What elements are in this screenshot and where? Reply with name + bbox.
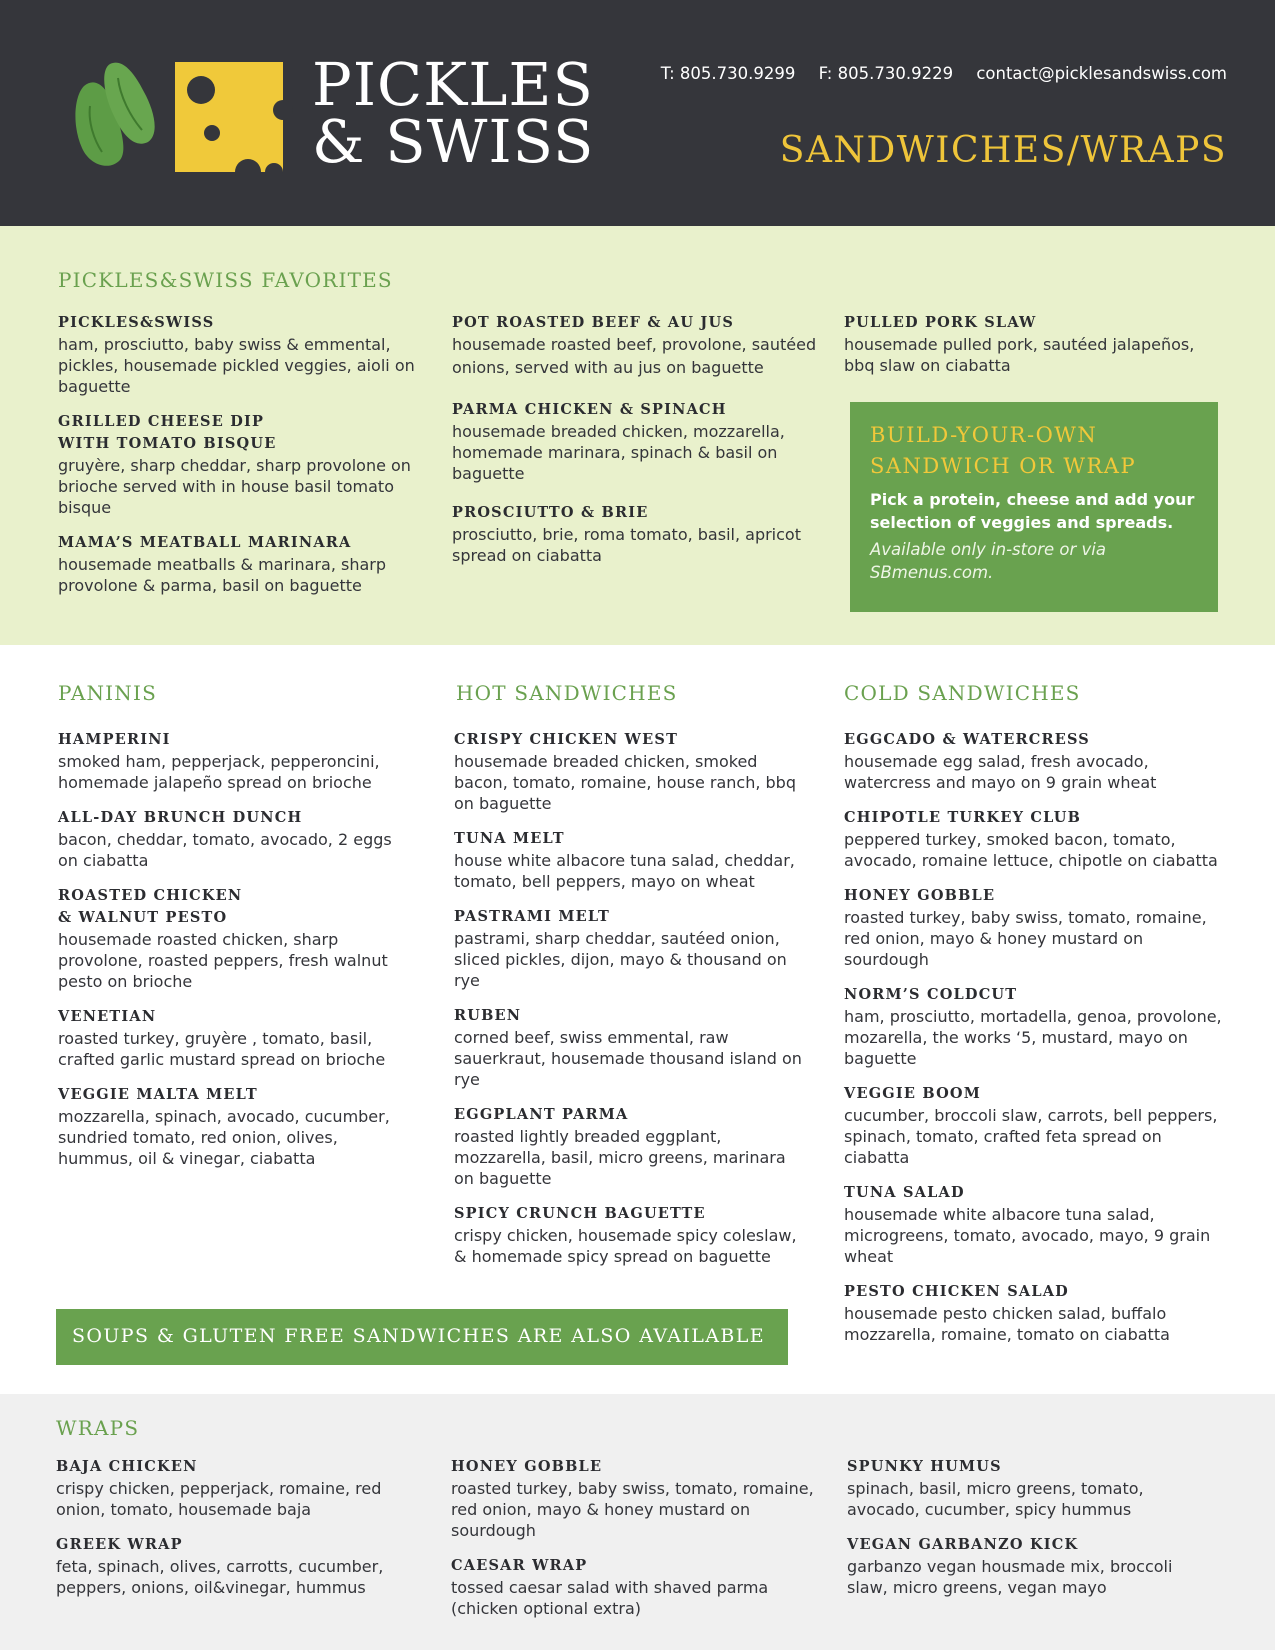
item-name: SPUNKY HUMUS	[847, 1458, 1002, 1475]
cold-sandwiches-column	[844, 729, 1224, 1359]
build-your-own-box	[850, 402, 1218, 612]
item-name: CHIPOTLE TURKEY CLUB	[844, 809, 1082, 826]
item-description: cucumber, broccoli slaw, carrots, bell peppers, spinach, tomato, crafted feta spread on ciabatta	[844, 1106, 1218, 1167]
page-title: SANDWICHES/WRAPS	[779, 130, 1227, 171]
item-description: mozzarella, spinach, avocado, cucumber, sundried tomato, red onion, olives, hummus, oil & vinegar, ciabatta	[58, 1107, 390, 1168]
pickles-swiss-logo-icon	[70, 56, 295, 176]
item-name: TUNA MELT	[454, 830, 565, 847]
menu-item	[58, 1006, 398, 1070]
item-name: PARMA CHICKEN & SPINACH	[452, 401, 727, 418]
menu-item	[56, 1534, 416, 1598]
item-name: SPICY CRUNCH BAGUETTE	[454, 1205, 706, 1222]
item-name: PICKLES&SWISS	[58, 314, 215, 331]
wraps-column-2	[451, 1456, 821, 1633]
menu-item	[452, 502, 822, 566]
menu-item	[454, 729, 809, 814]
brand-name	[312, 50, 595, 176]
item-description: housemade egg salad, fresh avocado, watercress and mayo on 9 grain wheat	[844, 752, 1157, 792]
item-description: feta, spinach, olives, carrotts, cucumber, peppers, onions, oil&vinegar, hummus	[56, 1557, 384, 1597]
item-name: PULLED PORK SLAW	[844, 314, 1037, 331]
byo-title-line-2: SANDWICH OR WRAP	[870, 454, 1137, 478]
item-description: housemade roasted beef, provolone, sautéed onions, served with au jus on baguette	[452, 335, 817, 377]
item-description: housemade pesto chicken salad, buffalo mozzarella, romaine, tomato on ciabatta	[844, 1304, 1170, 1344]
item-description: garbanzo vegan housmade mix, broccoli slaw, micro greens, vegan mayo	[847, 1557, 1173, 1597]
menu-item	[58, 411, 318, 455]
item-description: housemade pulled pork, sautéed jalapeños, bbq slaw on ciabatta	[844, 335, 1195, 375]
menu-item	[454, 828, 809, 892]
item-name: VEGGIE MALTA MELT	[58, 1086, 258, 1103]
byo-title-line-1: BUILD-YOUR-OWN	[870, 423, 1098, 447]
item-name: TUNA SALAD	[844, 1184, 965, 1201]
menu-item	[454, 906, 809, 991]
menu-item	[454, 1203, 809, 1267]
item-description: ham, prosciutto, mortadella, genoa, provolone, mozarella, the works ‘5, mustard, mayo on baguette	[844, 1007, 1222, 1068]
menu-item	[58, 1084, 398, 1169]
menu-item	[58, 885, 398, 992]
wraps-column-1	[56, 1456, 416, 1612]
menu-item	[58, 455, 418, 518]
email-address[interactable]: contact@picklesandswiss.com	[976, 64, 1227, 83]
menu-item	[844, 984, 1224, 1069]
menu-item	[58, 807, 398, 871]
item-name: PESTO CHICKEN SALAD	[844, 1283, 1069, 1300]
menu-item	[847, 1456, 1217, 1520]
item-description: ham, prosciutto, baby swiss & emmental, pickles, housemade pickled veggies, aioli on baguette	[58, 335, 415, 396]
item-description: housemade breaded chicken, smoked bacon, tomato, romaine, house ranch, bbq on baguette	[454, 752, 796, 813]
menu-item	[844, 1083, 1224, 1168]
brand-line-2: & SWISS	[312, 107, 595, 176]
paninis-heading: PANINIS	[58, 681, 157, 705]
soups-gluten-free-banner: SOUPS & GLUTEN FREE SANDWICHES ARE ALSO AVAILABLE	[56, 1309, 788, 1365]
item-name: PASTRAMI MELT	[454, 908, 611, 925]
item-name: POT ROASTED BEEF & AU JUS	[452, 314, 735, 331]
menu-item	[454, 1104, 809, 1189]
item-description: tossed caesar salad with shaved parma (chicken optional extra)	[451, 1578, 769, 1618]
item-name: NORM’S COLDCUT	[844, 986, 1018, 1003]
item-description: housemade meatballs & marinara, sharp provolone & parma, basil on baguette	[58, 555, 386, 595]
menu-item	[844, 1281, 1224, 1345]
item-description: smoked ham, pepperjack, pepperoncini, homemade jalapeño spread on brioche	[58, 752, 380, 792]
menu-item	[844, 312, 1224, 376]
item-description: gruyère, sharp cheddar, sharp provolone on brioche served with in house basil tomato bisque	[58, 456, 411, 517]
menu-item	[847, 1534, 1217, 1598]
byo-availability-note: Available only in-store or via SBmenus.com.	[870, 540, 1106, 582]
menu-item	[58, 729, 398, 793]
item-name: VENETIAN	[58, 1008, 157, 1025]
paninis-column	[58, 729, 398, 1183]
byo-description: Pick a protein, cheese and add your selection of veggies and spreads.	[870, 490, 1195, 532]
hot-sandwiches-column	[454, 729, 809, 1281]
favorites-column-3	[844, 312, 1224, 390]
favorites-heading: PICKLES&SWISS FAVORITES	[58, 268, 393, 292]
menu-item	[844, 807, 1224, 871]
menu-item	[56, 1456, 416, 1520]
item-name: CAESAR WRAP	[451, 1557, 588, 1574]
item-name: BAJA CHICKEN	[56, 1458, 198, 1475]
item-description: prosciutto, brie, roma tomato, basil, apricot spread on ciabatta	[452, 525, 801, 565]
item-description: housemade breaded chicken, mozzarella, homemade marinara, spinach & basil on baguette	[452, 422, 785, 483]
menu-item	[58, 532, 418, 596]
menu-item	[454, 1005, 809, 1090]
item-description: bacon, cheddar, tomato, avocado, 2 eggs on ciabatta	[58, 830, 392, 870]
item-description: house white albacore tuna salad, cheddar, tomato, bell peppers, mayo on wheat	[454, 851, 795, 891]
menu-item	[844, 729, 1224, 793]
item-description: roasted turkey, baby swiss, tomato, romaine, red onion, mayo & honey mustard on sourdough	[451, 1479, 814, 1540]
fax-number: F: 805.730.9229	[818, 64, 954, 83]
item-description: corned beef, swiss emmental, raw sauerkraut, housemade thousand island on rye	[454, 1028, 802, 1089]
item-name: HONEY GOBBLE	[451, 1458, 603, 1475]
favorites-column-2	[452, 312, 822, 580]
menu-item	[58, 312, 418, 397]
item-name: CRISPY CHICKEN WEST	[454, 731, 679, 748]
menu-item	[452, 312, 822, 379]
item-description: roasted turkey, gruyère , tomato, basil, crafted garlic mustard spread on brioche	[58, 1029, 386, 1069]
phone-number: T: 805.730.9299	[660, 64, 796, 83]
wraps-heading: WRAPS	[56, 1416, 140, 1440]
item-name: HONEY GOBBLE	[844, 887, 996, 904]
item-name: VEGAN GARBANZO KICK	[847, 1536, 1079, 1553]
wraps-column-3	[847, 1456, 1217, 1612]
menu-item	[451, 1456, 821, 1541]
header-bar	[0, 0, 1275, 226]
item-name: GRILLED CHEESE DIP WITH TOMATO BISQUE	[58, 413, 277, 452]
contact-info	[643, 64, 1227, 83]
item-description: crispy chicken, pepperjack, romaine, red onion, tomato, housemade baja	[56, 1479, 382, 1519]
hot-sandwiches-heading: HOT SANDWICHES	[456, 681, 678, 705]
item-name: RUBEN	[454, 1007, 522, 1024]
favorites-column-1	[58, 312, 418, 610]
item-name: VEGGIE BOOM	[844, 1085, 981, 1102]
item-name: EGGCADO & WATERCRESS	[844, 731, 1090, 748]
item-name: ROASTED CHICKEN & WALNUT PESTO	[58, 887, 243, 926]
item-description: roasted turkey, baby swiss, tomato, romaine, red onion, mayo & honey mustard on sourdough	[844, 908, 1207, 969]
item-name: EGGPLANT PARMA	[454, 1106, 629, 1123]
menu-item	[452, 399, 822, 484]
brand-line-1: PICKLES	[312, 50, 594, 119]
item-name: HAMPERINI	[58, 731, 171, 748]
item-description: housemade roasted chicken, sharp provolone, roasted peppers, fresh walnut pesto on brioche	[58, 930, 388, 991]
item-description: roasted lightly breaded eggplant, mozzarella, basil, micro greens, marinara on baguette	[454, 1127, 786, 1188]
item-description: crispy chicken, housemade spicy coleslaw, & homemade spicy spread on baguette	[454, 1226, 797, 1266]
menu-item	[844, 885, 1224, 970]
item-description: peppered turkey, smoked bacon, tomato, avocado, romaine lettuce, chipotle on ciabatta	[844, 830, 1218, 870]
item-description: spinach, basil, micro greens, tomato, avocado, cucumber, spicy hummus	[847, 1479, 1144, 1519]
item-name: MAMA’S MEATBALL MARINARA	[58, 534, 352, 551]
item-description: housemade white albacore tuna salad, microgreens, tomato, avocado, mayo, 9 grain wheat	[844, 1205, 1211, 1266]
item-description: pastrami, sharp cheddar, sautéed onion, sliced pickles, dijon, mayo & thousand on rye	[454, 929, 787, 990]
item-name: PROSCIUTTO & BRIE	[452, 504, 649, 521]
menu-item	[451, 1555, 821, 1619]
cold-sandwiches-heading: COLD SANDWICHES	[844, 681, 1081, 705]
item-name: ALL-DAY BRUNCH DUNCH	[58, 809, 303, 826]
menu-item	[844, 1182, 1224, 1267]
item-name: GREEK WRAP	[56, 1536, 183, 1553]
